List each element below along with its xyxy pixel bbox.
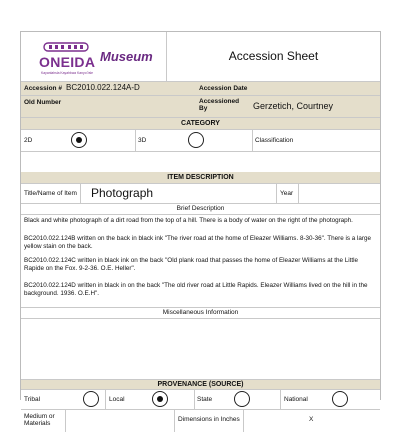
- dimensions-label: Dimensions in Inches: [178, 416, 240, 423]
- category-row: [21, 130, 380, 152]
- accession-row: [21, 82, 380, 96]
- dimensions-divider-left: [174, 410, 175, 432]
- logo-tagline: Kayanlahsla Kayahkwa Kanyo?ale: [40, 71, 94, 75]
- provenance-row: [21, 390, 380, 410]
- museum-label: Museum: [100, 49, 153, 64]
- category-2d-radio[interactable]: [71, 132, 87, 148]
- provenance-state-label: State: [197, 396, 213, 403]
- accession-no-label: Accession #: [24, 85, 62, 92]
- item-description-header: ITEM DESCRIPTION: [21, 172, 380, 184]
- accession-date-label: Accession Date: [199, 85, 248, 92]
- accession-sheet: [20, 31, 381, 427]
- accessioned-by-label: Accessioned By: [199, 98, 240, 112]
- category-3d-label: 3D: [138, 137, 147, 144]
- brief-description-label: Brief Description: [21, 204, 380, 215]
- dimensions-x: X: [309, 416, 314, 423]
- provenance-local-label: Local: [109, 396, 125, 403]
- year-divider-right: [298, 184, 299, 203]
- category-divider-1: [135, 130, 136, 151]
- accession-no-value[interactable]: BC2010.022.124A-D: [66, 83, 140, 92]
- item-name-divider: [80, 184, 81, 203]
- item-name-label: Title/Name of Item: [24, 190, 77, 197]
- misc-info-label: Miscellaneous Information: [21, 308, 380, 319]
- old-number-label: Old Number: [24, 99, 62, 106]
- provenance-header: PROVENANCE (SOURCE): [21, 380, 380, 390]
- brief-description-text[interactable]: [21, 215, 380, 308]
- provenance-state-radio[interactable]: [234, 391, 250, 407]
- item-name-row: [21, 184, 380, 204]
- longhouse-icon: [43, 40, 89, 54]
- category-divider-2: [252, 130, 253, 151]
- materials-row: [21, 410, 380, 432]
- sheet-title: Accession Sheet: [228, 49, 319, 63]
- accessioned-by-value[interactable]: Gerzetich, Courtney: [253, 101, 334, 111]
- misc-info-field[interactable]: [21, 319, 380, 380]
- category-header: CATEGORY: [21, 118, 380, 130]
- description-paragraph-b: BC2010.022.124B written on the back in black ink "The river road at the home of Eleazer Williams. 8-30-36". There is a large yellow stain on the back.: [24, 235, 372, 250]
- classification-label: Classification: [255, 137, 294, 144]
- description-paragraph-d: BC2010.022.124D written in black in on the back "The old river road at Little Rapids. Eleazer Williams lived on the hill in the background. 1936. O.E.H".: [24, 282, 368, 297]
- item-name-value[interactable]: Photograph: [91, 186, 154, 200]
- description-paragraph-a: Black and white photograph of a dirt road from the top of a hill. There is a body of water on the right of the photograph.: [24, 217, 353, 224]
- dimensions-divider-right: [243, 410, 244, 432]
- provenance-national-radio[interactable]: [332, 391, 348, 407]
- category-3d-radio[interactable]: [188, 132, 204, 148]
- sheet-header: [21, 31, 380, 82]
- logo-text: ONEIDA: [39, 54, 96, 70]
- provenance-tribal-label: Tribal: [24, 396, 41, 403]
- description-paragraph-c: BC2010.022.124C written in black ink on the back "Old plank road that passes the home of Eleazer Williams at the Little Rapide on the Fox. 9-2-36. O.E. Heller".: [24, 257, 359, 272]
- category-2d-label: 2D: [24, 137, 33, 144]
- provenance-national-label: National: [284, 396, 308, 403]
- provenance-tribal-radio[interactable]: [83, 391, 99, 407]
- provenance-local-radio[interactable]: [152, 391, 168, 407]
- old-number-row: [21, 96, 380, 118]
- oneida-logo: [27, 38, 107, 80]
- medium-label: Medium or Materials: [24, 413, 55, 427]
- medium-divider: [65, 410, 66, 432]
- year-divider-left: [276, 184, 277, 203]
- year-label: Year: [280, 190, 294, 197]
